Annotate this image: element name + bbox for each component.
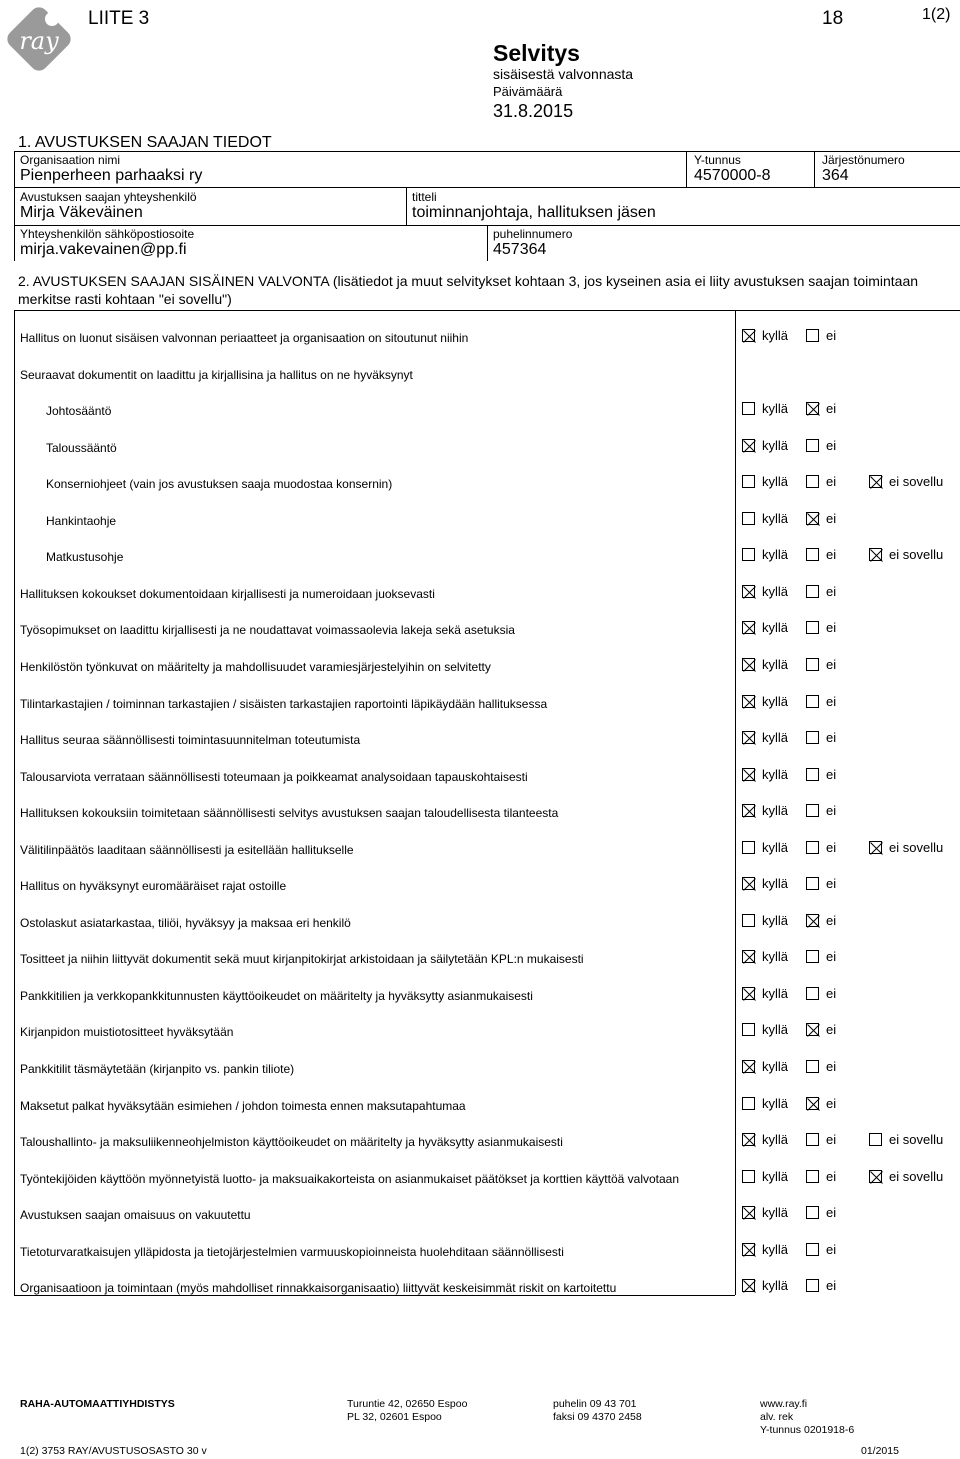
checkbox-no[interactable]	[806, 914, 819, 927]
checkbox-not-applicable[interactable]	[869, 841, 882, 854]
option-label-no: ei	[826, 620, 837, 635]
option-label-yes: kyllä	[762, 840, 789, 855]
checklist-row	[0, 505, 960, 541]
question-text: Tilintarkastajien / toiminnan tarkastajien / sisäisten tarkastajien raportointi läpikäydään hallituksessa	[20, 697, 548, 711]
divider	[14, 151, 15, 261]
checklist-row	[0, 432, 960, 468]
question-text: Pankkitilien ja verkkopankkitunnusten käyttöoikeudet on määritelty ja hyväksytty asianmukaisesti	[20, 989, 533, 1003]
question-text: Pankkitilit täsmäytetään (kirjanpito vs. pankin tiliote)	[20, 1062, 295, 1076]
checkbox-no[interactable]	[806, 621, 819, 634]
checkbox-no[interactable]	[806, 695, 819, 708]
checklist-row	[0, 980, 960, 1016]
checkbox-yes[interactable]	[742, 731, 755, 744]
footer-address-2: PL 32, 02601 Espoo	[347, 1411, 442, 1423]
option-label-yes: kyllä	[762, 876, 789, 891]
option-label-yes: kyllä	[762, 730, 789, 745]
option-label-no: ei	[826, 730, 837, 745]
checkbox-no[interactable]	[806, 877, 819, 890]
checklist-row	[0, 1163, 960, 1199]
checklist-row	[0, 1236, 960, 1272]
checkbox-yes[interactable]	[742, 1243, 755, 1256]
checkbox-no[interactable]	[806, 475, 819, 488]
question-text: Hankintaohje	[46, 514, 117, 528]
checkbox-not-applicable[interactable]	[869, 1170, 882, 1183]
checkbox-not-applicable[interactable]	[869, 548, 882, 561]
option-label-yes: kyllä	[762, 328, 789, 343]
org-name-value: Pienperheen parhaaksi ry	[20, 167, 203, 184]
question-text: Johtosääntö	[46, 404, 112, 418]
section1-title: 1. AVUSTUKSEN SAAJAN TIEDOT	[18, 134, 272, 151]
phone-label: puhelinnumero	[493, 227, 573, 241]
divider	[14, 151, 960, 152]
footer-doc-code: 1(2) 3753 RAY/AVUSTUSOSASTO 30 v	[20, 1445, 207, 1457]
divider	[487, 225, 488, 261]
divider	[14, 310, 960, 311]
checkbox-yes[interactable]	[742, 548, 755, 561]
option-label-not-applicable: ei sovellu	[889, 547, 944, 562]
option-label-no: ei	[826, 474, 837, 489]
checklist-row	[0, 943, 960, 979]
checkbox-yes[interactable]	[742, 475, 755, 488]
option-label-no: ei	[826, 401, 837, 416]
section2-title: 2. AVUSTUKSEN SAAJAN SISÄINEN VALVONTA (lisätiedot ja muut selvitykset kohtaan 3, jos kyseinen asia ei liity avustuksen saajan toimintaan merkitse rasti kohtaan "ei sovellu")	[18, 273, 919, 307]
checkbox-no[interactable]	[806, 1206, 819, 1219]
footer-fax: faksi 09 4370 2458	[553, 1411, 642, 1423]
option-label-no: ei	[826, 1205, 837, 1220]
checkbox-yes[interactable]	[742, 1097, 755, 1110]
checkbox-yes[interactable]	[742, 1023, 755, 1036]
checkbox-no[interactable]	[806, 1243, 819, 1256]
phone-value: 457364	[493, 241, 547, 258]
option-label-no: ei	[826, 1132, 837, 1147]
footer-address-1: Turuntie 42, 02650 Espoo	[347, 1398, 468, 1410]
checkbox-yes[interactable]	[742, 1279, 755, 1292]
checkbox-yes[interactable]	[742, 877, 755, 890]
date-label: Päivämäärä	[493, 84, 563, 99]
checkbox-not-applicable[interactable]	[869, 475, 882, 488]
checkbox-yes[interactable]	[742, 841, 755, 854]
option-label-not-applicable: ei sovellu	[889, 1132, 944, 1147]
checklist-row	[0, 1053, 960, 1089]
checkbox-yes[interactable]	[742, 1206, 755, 1219]
question-text: Avustuksen saajan omaisuus on vakuutettu	[20, 1208, 251, 1222]
organization-number-label: Järjestönumero	[822, 153, 905, 167]
ytunnus-label: Y-tunnus	[694, 153, 741, 167]
checklist-row	[0, 1090, 960, 1126]
question-text: Hallitus seuraa säännöllisesti toimintasuunnitelman toteutumista	[20, 733, 361, 747]
option-label-no: ei	[826, 584, 837, 599]
contact-person-value: Mirja Väkeväinen	[20, 204, 143, 221]
question-text: Hallituksen kokoukset dokumentoidaan kirjallisesti ja numeroidaan juoksevasti	[20, 587, 435, 601]
checkbox-no[interactable]	[806, 585, 819, 598]
footer-vat: alv. rek	[760, 1411, 794, 1423]
option-label-yes: kyllä	[762, 620, 789, 635]
option-label-yes: kyllä	[762, 474, 789, 489]
organization-number-value: 364	[822, 167, 849, 184]
question-text: Työntekijöiden käyttöön myönnetyistä luotto- ja maksuaikakorteista on asianmukaiset päätökset ja korttien käyttöä valvotaan	[20, 1172, 680, 1186]
option-label-no: ei	[826, 767, 837, 782]
option-label-yes: kyllä	[762, 1059, 789, 1074]
option-label-no: ei	[826, 511, 837, 526]
checklist-row	[0, 834, 960, 870]
option-label-no: ei	[826, 328, 837, 343]
question-text: Hallitus on luonut sisäisen valvonnan periaatteet ja organisaation on sitoutunut niihin	[20, 331, 469, 345]
checkbox-no[interactable]	[806, 402, 819, 415]
checkbox-not-applicable[interactable]	[869, 1133, 882, 1146]
checklist-row	[0, 1126, 960, 1162]
question-text: Talousarviota verrataan säännöllisesti toteumaan ja poikkeamat analysoidaan tapauskohtaisesti	[20, 770, 528, 784]
option-label-no: ei	[826, 438, 837, 453]
checkbox-yes[interactable]	[742, 1170, 755, 1183]
footer-ytunnus: Y-tunnus 0201918-6	[760, 1424, 855, 1436]
option-label-yes: kyllä	[762, 401, 789, 416]
checkbox-no[interactable]	[806, 548, 819, 561]
checkbox-yes[interactable]	[742, 1060, 755, 1073]
attachment-label: LIITE 3	[88, 8, 150, 29]
question-text: Tositteet ja niihin liittyvät dokumentit sekä muut kirjanpitokirjat arkistoidaan ja säilytetään KPL:n mukaisesti	[20, 952, 584, 966]
option-label-no: ei	[826, 1096, 837, 1111]
checkbox-no[interactable]	[806, 950, 819, 963]
checkbox-yes[interactable]	[742, 658, 755, 671]
checklist-row	[0, 651, 960, 687]
option-label-yes: kyllä	[762, 986, 789, 1001]
contact-person-label: Avustuksen saajan yhteyshenkilö	[20, 190, 197, 204]
option-label-yes: kyllä	[762, 1132, 789, 1147]
footer-doc-date: 01/2015	[861, 1445, 899, 1457]
checklist-row	[0, 614, 960, 650]
checkbox-no[interactable]	[806, 731, 819, 744]
question-text: Maksetut palkat hyväksytään esimiehen / johdon toimesta ennen maksutapahtumaa	[20, 1099, 466, 1113]
option-label-yes: kyllä	[762, 1096, 789, 1111]
option-label-not-applicable: ei sovellu	[889, 840, 944, 855]
question-text: Konserniohjeet (vain jos avustuksen saaja muodostaa konsernin)	[46, 477, 393, 491]
option-label-yes: kyllä	[762, 1022, 789, 1037]
checklist-row	[0, 688, 960, 724]
option-label-no: ei	[826, 1169, 837, 1184]
divider	[686, 151, 687, 187]
option-label-yes: kyllä	[762, 913, 789, 928]
checklist-row	[0, 395, 960, 431]
option-label-yes: kyllä	[762, 1242, 789, 1257]
checkbox-no[interactable]	[806, 987, 819, 1000]
divider	[814, 151, 815, 187]
option-label-yes: kyllä	[762, 767, 789, 782]
checklist-subheader	[0, 359, 960, 395]
question-text: Hallitus on hyväksynyt euromääräiset rajat ostoille	[20, 879, 287, 893]
option-label-no: ei	[826, 986, 837, 1001]
checkbox-yes[interactable]	[742, 585, 755, 598]
checklist-row	[0, 1199, 960, 1235]
checkbox-yes[interactable]	[742, 621, 755, 634]
question-text: Työsopimukset on laadittu kirjallisesti ja ne noudattavat voimassaolevia lakeja sekä asetuksia	[20, 623, 515, 637]
option-label-no: ei	[826, 1022, 837, 1037]
checkbox-no[interactable]	[806, 804, 819, 817]
job-title-value: toiminnanjohtaja, hallituksen jäsen	[412, 204, 656, 221]
question-text: Organisaatioon ja toimintaan (myös mahdolliset rinnakkaisorganisaatio) liittyvät keskeisimmät riskit on kartoitettu	[20, 1281, 617, 1295]
option-label-no: ei	[826, 547, 837, 562]
checklist-row	[0, 870, 960, 906]
checkbox-no[interactable]	[806, 1133, 819, 1146]
footer-web: www.ray.fi	[760, 1398, 808, 1410]
checklist-row	[0, 468, 960, 504]
option-label-no: ei	[826, 913, 837, 928]
checkbox-yes[interactable]	[742, 512, 755, 525]
date-value: 31.8.2015	[493, 101, 574, 121]
checkbox-yes[interactable]	[742, 439, 755, 452]
question-text: Välitilinpäätös laaditaan säännöllisesti ja esitellään hallitukselle	[20, 843, 354, 857]
question-text: Taloussääntö	[46, 441, 117, 455]
checklist-row	[0, 1016, 960, 1052]
footer-phone: puhelin 09 43 701	[553, 1398, 637, 1410]
question-text: Kirjanpidon muistiotositteet hyväksytään	[20, 1025, 234, 1039]
ytunnus-value: 4570000-8	[694, 167, 771, 184]
checkbox-no[interactable]	[806, 1097, 819, 1110]
checkbox-yes[interactable]	[742, 1133, 755, 1146]
option-label-yes: kyllä	[762, 1169, 789, 1184]
divider	[14, 187, 960, 188]
option-label-not-applicable: ei sovellu	[889, 474, 944, 489]
question-text: Seuraavat dokumentit on laadittu ja kirjallisina ja hallitus on ne hyväksynyt	[20, 368, 413, 382]
option-label-no: ei	[826, 1242, 837, 1257]
option-label-yes: kyllä	[762, 584, 789, 599]
email-value: mirja.vakevainen@pp.fi	[20, 241, 187, 258]
ray-logo	[2, 2, 76, 76]
checkbox-yes[interactable]	[742, 402, 755, 415]
page-count: 18	[822, 8, 844, 29]
option-label-not-applicable: ei sovellu	[889, 1169, 944, 1184]
divider	[406, 187, 407, 225]
option-label-no: ei	[826, 1059, 837, 1074]
job-title-label: titteli	[412, 190, 437, 204]
checkbox-no[interactable]	[806, 329, 819, 342]
email-label: Yhteyshenkilön sähköpostiosoite	[20, 227, 195, 241]
checklist-row	[0, 578, 960, 614]
checkbox-no[interactable]	[806, 439, 819, 452]
logo-text: ray	[19, 27, 59, 55]
checkbox-yes[interactable]	[742, 804, 755, 817]
checkbox-no[interactable]	[806, 512, 819, 525]
option-label-yes: kyllä	[762, 1205, 789, 1220]
checkbox-yes[interactable]	[742, 695, 755, 708]
checkbox-yes[interactable]	[742, 950, 755, 963]
question-text: Henkilöstön työnkuvat on määritelty ja mahdollisuudet varamiesjärjestelyihin on selvitetty	[20, 660, 491, 674]
org-name-label: Organisaation nimi	[20, 153, 121, 167]
checkbox-yes[interactable]	[742, 329, 755, 342]
option-label-no: ei	[826, 876, 837, 891]
checklist-row	[0, 724, 960, 760]
checkbox-yes[interactable]	[742, 987, 755, 1000]
checkbox-no[interactable]	[806, 1279, 819, 1292]
option-label-yes: kyllä	[762, 694, 789, 709]
question-text: Hallituksen kokouksiin toimitetaan säännöllisesti selvitys avustuksen saajan taloudellisesta tilanteesta	[20, 806, 559, 820]
option-label-yes: kyllä	[762, 803, 789, 818]
option-label-yes: kyllä	[762, 949, 789, 964]
option-label-no: ei	[826, 694, 837, 709]
checkbox-no[interactable]	[806, 1170, 819, 1183]
checklist-row	[0, 907, 960, 943]
checkbox-no[interactable]	[806, 1023, 819, 1036]
option-label-no: ei	[826, 1278, 837, 1293]
checkbox-no[interactable]	[806, 658, 819, 671]
checklist-row	[0, 322, 960, 358]
footer-org: RAHA-AUTOMAATTIYHDISTYS	[20, 1398, 175, 1410]
option-label-no: ei	[826, 803, 837, 818]
checkbox-no[interactable]	[806, 768, 819, 781]
option-label-yes: kyllä	[762, 547, 789, 562]
checklist-row	[0, 761, 960, 797]
option-label-yes: kyllä	[762, 511, 789, 526]
checklist-row	[0, 541, 960, 577]
question-text: Matkustusohje	[46, 550, 124, 564]
option-label-no: ei	[826, 949, 837, 964]
option-label-yes: kyllä	[762, 657, 789, 672]
option-label-yes: kyllä	[762, 1278, 789, 1293]
page-number: 1(2)	[922, 6, 951, 23]
checkbox-no[interactable]	[806, 841, 819, 854]
document-subtitle: sisäisestä valvonnasta	[493, 66, 634, 82]
checklist-row	[0, 797, 960, 833]
option-label-no: ei	[826, 657, 837, 672]
option-label-yes: kyllä	[762, 438, 789, 453]
checkbox-yes[interactable]	[742, 914, 755, 927]
question-text: Ostolaskut asiatarkastaa, tiliöi, hyväksyy ja maksaa eri henkilö	[20, 916, 351, 930]
document-title: Selvitys	[493, 40, 580, 66]
option-label-no: ei	[826, 840, 837, 855]
question-text: Taloushallinto- ja maksuliikenneohjelmiston käyttöoikeudet on määritelty ja hyväksytty asianmukaisesti	[20, 1135, 563, 1149]
checklist-row	[0, 1272, 960, 1308]
question-text: Tietoturvaratkaisujen ylläpidosta ja tietojärjestelmien varmuuskopioinneista huolehditaan säännöllisesti	[20, 1245, 564, 1259]
checkbox-yes[interactable]	[742, 768, 755, 781]
checkbox-no[interactable]	[806, 1060, 819, 1073]
